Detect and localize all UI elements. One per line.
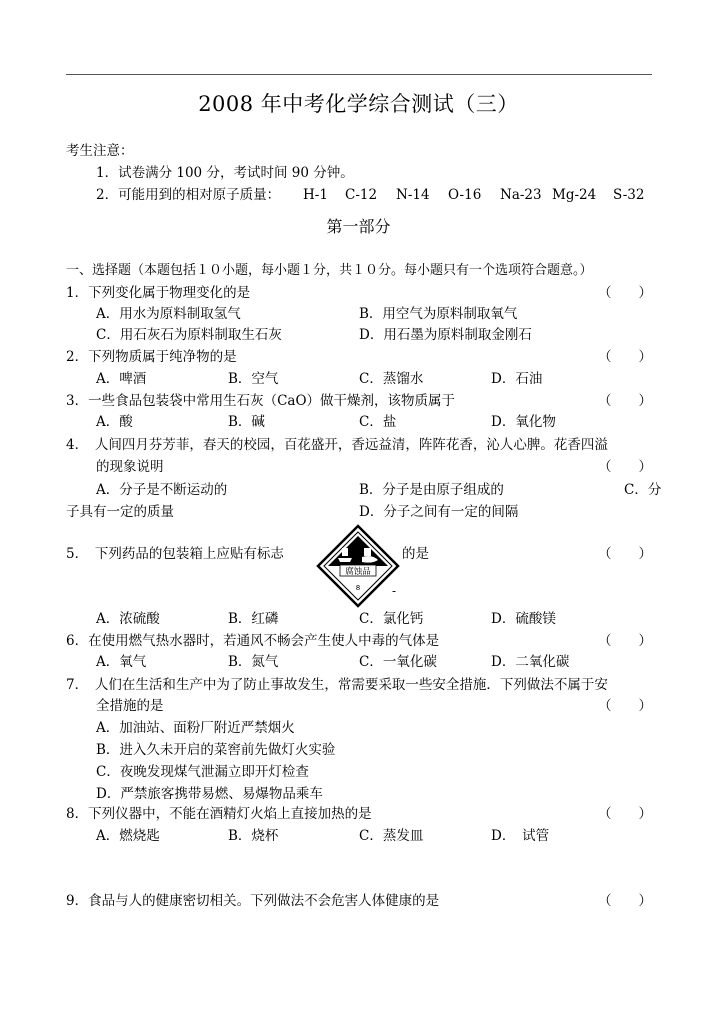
q1-option-a: A．用水为原料制取氢气 bbox=[96, 306, 241, 322]
q2-option-a: A．啤酒 bbox=[96, 371, 147, 387]
q5-option-c: C．氯化钙 bbox=[359, 611, 424, 627]
q2-stem: 2．下列物质属于纯净物的是 bbox=[66, 349, 237, 365]
mass-na: Na-23 bbox=[500, 187, 542, 203]
q5-answer-blank: （ ） bbox=[598, 546, 652, 562]
corrosive-hazard-sign-icon bbox=[316, 524, 400, 608]
q4-stem-line-1: 4． 人间四月芬芳菲，春天的校园，百花盛开，香远益清，阵阵花香，沁人心脾。花香四溢 bbox=[66, 437, 608, 453]
q7-option-a: A．加油站、面粉厂附近严禁烟火 bbox=[96, 720, 295, 736]
q5-stem-start: 5． 下列药品的包装箱上应贴有标志 bbox=[66, 546, 284, 562]
q5-stem-end: 的是 bbox=[402, 546, 429, 562]
sign-number: 8 bbox=[355, 584, 361, 592]
mass-c: C-12 bbox=[345, 187, 378, 203]
q7-stem-line-1: 7． 人们在生活和生产中为了防止事故发生，常需要采取一些安全措施．下列做法不属于安 bbox=[66, 677, 608, 693]
part-title: 第一部分 bbox=[326, 217, 391, 236]
q9-answer-blank: （ ） bbox=[598, 893, 652, 909]
q4-option-c-end: 子具有一定的质量 bbox=[66, 504, 174, 520]
q9-stem: 9．食品与人的健康密切相关。下列做法不会危害人体健康的是 bbox=[66, 893, 440, 909]
q5-option-b: B．红磷 bbox=[228, 611, 279, 627]
mass-o: O-16 bbox=[448, 187, 482, 203]
q8-option-b: B．烧杯 bbox=[228, 828, 279, 844]
mass-mg: Mg-24 bbox=[552, 187, 597, 203]
q7-stem-line-2: 全措施的是 bbox=[96, 698, 164, 714]
q5-option-a: A．浓硫酸 bbox=[96, 611, 160, 627]
q8-option-a: A．燃烧匙 bbox=[96, 828, 160, 844]
stray-dash: - bbox=[392, 584, 397, 598]
q6-stem: 6．在使用燃气热水器时，若通风不畅会产生使人中毒的气体是 bbox=[66, 633, 440, 649]
section-heading: 一、选择题（本题包括１０小题，每小题１分，共１０分。每小题只有一个选项符合题意。） bbox=[66, 263, 593, 278]
q4-option-c-start: C．分 bbox=[624, 482, 662, 498]
q8-option-c: C．蒸发皿 bbox=[359, 828, 424, 844]
notice-item-1: 1．试卷满分 100 分，考试时间 90 分钟。 bbox=[96, 165, 354, 181]
mass-h: H-1 bbox=[303, 187, 328, 203]
q4-option-d: D．分子之间有一定的间隔 bbox=[359, 504, 519, 520]
q8-stem: 8．下列仪器中，不能在酒精灯火焰上直接加热的是 bbox=[66, 806, 372, 822]
q3-option-b: B．碱 bbox=[228, 414, 265, 430]
q1-stem: 1．下列变化属于物理变化的是 bbox=[66, 285, 251, 301]
q2-option-c: C．蒸馏水 bbox=[359, 371, 424, 387]
q6-option-b: B．氮气 bbox=[228, 654, 279, 670]
q1-option-b: B．用空气为原料制取氧气 bbox=[359, 306, 518, 322]
notice-heading: 考生注意： bbox=[66, 143, 134, 159]
q3-option-d: D．氧化物 bbox=[491, 414, 556, 430]
q4-stem-line-2: 的现象说明 bbox=[96, 459, 164, 475]
q6-option-d: D．二氧化碳 bbox=[491, 654, 570, 670]
q4-answer-blank: （ ） bbox=[598, 459, 652, 475]
q1-option-d: D．用石墨为原料制取金刚石 bbox=[359, 327, 532, 343]
q8-option-d: D． 试管 bbox=[491, 828, 550, 844]
q3-option-c: C．盐 bbox=[359, 414, 397, 430]
q7-option-c: C．夜晚发现煤气泄漏立即开灯检查 bbox=[96, 764, 309, 780]
top-rule bbox=[66, 74, 652, 75]
q1-answer-blank: （ ） bbox=[598, 285, 652, 301]
q3-answer-blank: （ ） bbox=[598, 393, 652, 409]
q8-answer-blank: （ ） bbox=[598, 806, 652, 822]
mass-n: N-14 bbox=[396, 187, 430, 203]
q7-option-b: B．进入久未开启的菜窖前先做灯火实验 bbox=[96, 742, 336, 758]
q7-answer-blank: （ ） bbox=[598, 698, 652, 714]
q4-option-b: B．分子是由原子组成的 bbox=[359, 482, 504, 498]
q6-option-c: C．一氧化碳 bbox=[359, 654, 437, 670]
sign-label: 腐蚀品 bbox=[345, 567, 371, 577]
q2-answer-blank: （ ） bbox=[598, 349, 652, 365]
q4-option-a: A．分子是不断运动的 bbox=[96, 482, 228, 498]
mass-s: S-32 bbox=[613, 187, 645, 203]
q7-option-d: D．严禁旅客携带易燃、易爆物品乘车 bbox=[96, 786, 323, 802]
q3-stem: 3．一些食品包装袋中常用生石灰（CaO）做干燥剂，该物质属于 bbox=[66, 393, 456, 409]
q3-option-a: A．酸 bbox=[96, 414, 133, 430]
q1-option-c: C．用石灰石为原料制取生石灰 bbox=[96, 327, 282, 343]
q6-option-a: A．氧气 bbox=[96, 654, 147, 670]
q6-answer-blank: （ ） bbox=[598, 633, 652, 649]
page-title: 2008 年中考化学综合测试（三） bbox=[198, 92, 519, 116]
q5-option-d: D．硫酸镁 bbox=[491, 611, 556, 627]
q2-option-d: D．石油 bbox=[491, 371, 543, 387]
notice-item-2-label: 2．可能用到的相对原子质量： bbox=[96, 187, 281, 203]
q2-option-b: B．空气 bbox=[228, 371, 279, 387]
